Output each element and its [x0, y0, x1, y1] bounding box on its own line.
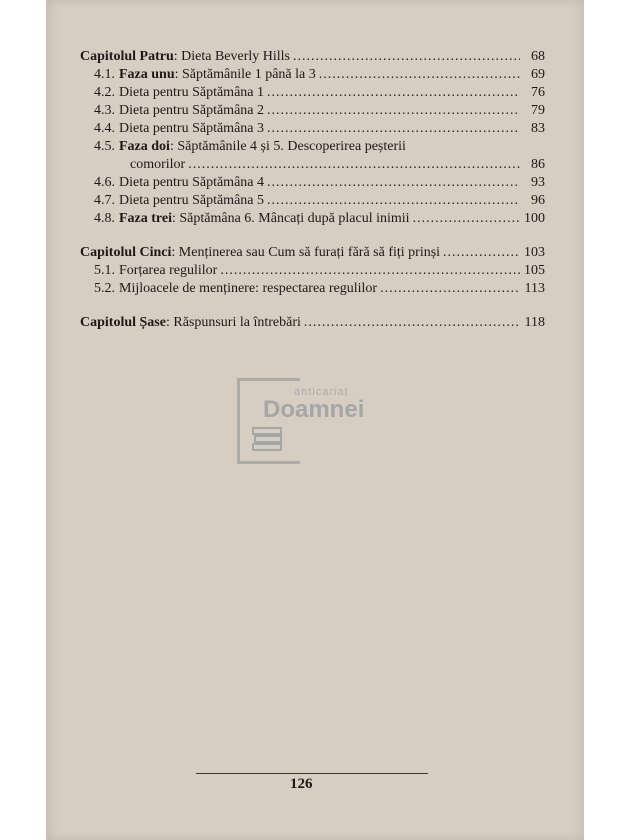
chapter-title: Capitolul Șase [80, 315, 166, 330]
toc-item [80, 66, 545, 84]
watermark-logo [237, 378, 377, 463]
page-ref: 76 [531, 85, 545, 100]
item-number: 4.6. [94, 175, 115, 190]
chapter-title: Capitolul Patru [80, 49, 174, 64]
page-ref: 69 [531, 67, 545, 82]
leader-dots [188, 156, 520, 174]
item-bold: Faza trei [119, 211, 172, 226]
toc-chapter-4 [80, 48, 545, 66]
chapter-subtitle: : Dieta Beverly Hills [173, 49, 290, 64]
item-text: Mijloacele de menținere: respectarea regulilor [119, 281, 378, 296]
page-ref: 118 [524, 315, 545, 330]
item-number: 5.2. [94, 281, 115, 296]
leader-dots [267, 120, 520, 138]
toc-item [80, 280, 545, 298]
item-number: 4.4. [94, 121, 115, 136]
item-bold: Faza unu [119, 67, 175, 82]
chapter-subtitle: : Răspunsuri la întrebări [165, 315, 301, 330]
page-number: 126 [290, 776, 313, 792]
page-ref: 113 [524, 281, 545, 296]
page-ref: 83 [531, 121, 545, 136]
item-number: 4.8. [94, 211, 115, 226]
page-ref: 105 [524, 263, 545, 278]
toc-item [80, 262, 545, 280]
item-number: 4.3. [94, 103, 115, 118]
leader-dots [267, 102, 520, 120]
toc-item-4-5-cont [80, 156, 545, 174]
watermark-big-text: Doamnei [263, 396, 365, 423]
footer-rule [196, 773, 428, 774]
item-text: : Săptămânile 4 și 5. Descoperirea peșterii [169, 139, 406, 154]
toc-item [80, 192, 545, 210]
item-bold: Faza doi [119, 139, 170, 154]
toc-chapter-5 [80, 244, 545, 262]
books-icon [251, 426, 285, 454]
item-number: 4.5. [94, 139, 115, 154]
item-text: : Săptămâna 6. Mâncați după placul inimii [172, 211, 410, 226]
leader-dots [267, 192, 520, 210]
item-number: 5.1. [94, 263, 115, 278]
leader-dots [293, 48, 520, 66]
item-text: : Săptămânile 1 până la 3 [174, 67, 316, 82]
item-number: 4.7. [94, 193, 115, 208]
toc-chapter-6 [80, 314, 545, 332]
page-ref: 93 [531, 175, 545, 190]
leader-dots [380, 280, 520, 298]
leader-dots [319, 66, 520, 84]
leader-dots [304, 314, 520, 332]
item-text: Dieta pentru Săptămâna 3 [119, 121, 265, 136]
item-number: 4.1. [94, 67, 115, 82]
table-of-contents [80, 48, 545, 332]
toc-item [80, 84, 545, 102]
item-text: Forțarea regulilor [119, 263, 218, 278]
page-ref: 68 [531, 49, 545, 64]
item-text: Dieta pentru Săptămâna 2 [119, 103, 265, 118]
toc-item [80, 174, 545, 192]
toc-item [80, 210, 545, 228]
item-number: 4.2. [94, 85, 115, 100]
leader-dots [220, 262, 520, 280]
toc-item [80, 120, 545, 138]
page-ref: 79 [531, 103, 545, 118]
item-text: Dieta pentru Săptămâna 4 [119, 175, 265, 190]
leader-dots [413, 210, 520, 228]
page-ref: 100 [524, 211, 545, 226]
watermark-small-text: anticariat [294, 386, 349, 398]
chapter-subtitle: : Menținerea sau Cum să furați fără să fiți prinși [171, 245, 441, 260]
toc-item [80, 102, 545, 120]
item-text: Dieta pentru Săptămâna 5 [119, 193, 265, 208]
chapter-title: Capitolul Cinci [80, 245, 172, 260]
page-ref: 103 [524, 245, 545, 260]
leader-dots [267, 84, 520, 102]
page-ref: 86 [531, 157, 545, 172]
item-text-cont: comorilor [130, 157, 186, 172]
toc-item-4-5 [80, 138, 545, 156]
page-ref: 96 [531, 193, 545, 208]
leader-dots [443, 244, 520, 262]
item-text: Dieta pentru Săptămâna 1 [119, 85, 265, 100]
leader-dots [267, 174, 520, 192]
